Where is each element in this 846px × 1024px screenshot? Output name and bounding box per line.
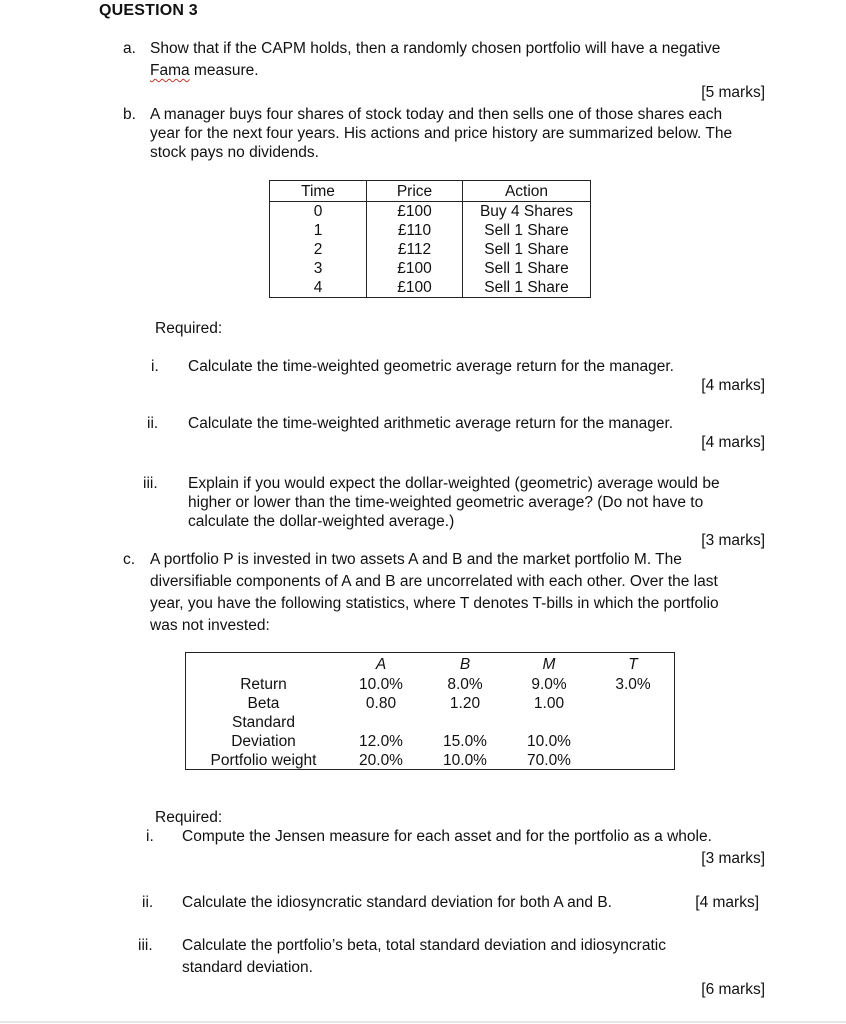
cell-action: Buy 4 Shares: [463, 202, 591, 222]
cell-weight-m: 70.0%: [527, 752, 571, 769]
part-b-line2: year for the next four years. His actions and price history are summarized below. The: [150, 125, 733, 142]
c-iii-line1: Calculate the portfolio’s beta, total standard deviation and idiosyncratic: [182, 937, 666, 954]
fama-word: Fama: [150, 62, 190, 79]
cell-action: Sell 1 Share: [463, 278, 591, 298]
b-i-num: i.: [151, 358, 159, 375]
part-a-line2-rest: measure.: [189, 62, 259, 79]
part-c-required: Required:: [155, 809, 223, 826]
c-i-text: Compute the Jensen measure for each asset and for the portfolio as a whole.: [182, 828, 712, 845]
c-i-marks: [3 marks]: [701, 850, 765, 867]
part-b-line1: A manager buys four shares of stock today and then sells one of those shares each: [150, 106, 723, 123]
b-ii-marks: [4 marks]: [701, 434, 765, 451]
part-c-line3: year, you have the following statistics, where T denotes T-bills in which the portfolio: [150, 595, 719, 612]
cell-time: 0: [270, 202, 367, 222]
col-header-b: B: [459, 656, 471, 673]
statistics-table: [185, 652, 675, 770]
cell-price: £112: [367, 240, 463, 259]
cell-beta-b: 1.20: [449, 695, 481, 712]
table-header-row: [270, 181, 591, 202]
cell-time: 4: [270, 278, 367, 298]
part-a-line1: Show that if the CAPM holds, then a randomly chosen portfolio will have a negative: [150, 40, 721, 57]
cell-std-a: 12.0%: [359, 733, 403, 750]
part-c-line1: A portfolio P is invested in two assets A and B and the market portfolio M. The: [150, 551, 682, 568]
cell-price: £100: [367, 202, 463, 222]
b-ii-text: Calculate the time-weighted arithmetic average return for the manager.: [188, 415, 674, 432]
b-i-marks: [4 marks]: [701, 377, 765, 394]
cell-time: 3: [270, 259, 367, 278]
cell-action: Sell 1 Share: [463, 240, 591, 259]
header-price: Price: [367, 181, 463, 202]
col-header-t: T: [628, 656, 638, 673]
part-c-line2: diversifiable components of A and B are uncorrelated with each other. Over the last: [150, 573, 718, 590]
part-b-line3: stock pays no dividends.: [150, 144, 319, 161]
part-c-line4: was not invested:: [150, 617, 270, 634]
b-iii-line3: calculate the dollar-weighted average.): [188, 513, 455, 530]
cell-action: Sell 1 Share: [463, 221, 591, 240]
c-iii-marks: [6 marks]: [701, 981, 765, 998]
cell-weight-a: 20.0%: [359, 752, 403, 769]
question-title: QUESTION 3: [99, 2, 198, 19]
part-a-line2: [150, 61, 259, 81]
b-ii-num: ii.: [147, 415, 159, 432]
header-action: Action: [463, 181, 591, 202]
col-header-m: M: [542, 656, 556, 673]
c-iii-line2: standard deviation.: [182, 959, 313, 976]
cell-action: Sell 1 Share: [463, 259, 591, 278]
table-row: [270, 240, 591, 259]
part-a-marks: [5 marks]: [701, 84, 765, 101]
part-c-label: c.: [123, 551, 136, 568]
cell-return-b: 8.0%: [447, 676, 483, 693]
b-iii-marks: [3 marks]: [701, 532, 765, 549]
cell-time: 1: [270, 221, 367, 240]
row-label-return: Return: [240, 676, 287, 693]
c-ii-marks: [4 marks]: [695, 894, 759, 911]
col-header-a: A: [375, 656, 387, 673]
b-iii-line1: Explain if you would expect the dollar-weighted (geometric) average would be: [188, 475, 720, 492]
header-time: Time: [270, 181, 367, 202]
cell-beta-m: 1.00: [533, 695, 565, 712]
c-ii-text: Calculate the idiosyncratic standard deviation for both A and B.: [182, 894, 612, 911]
cell-weight-b: 10.0%: [443, 752, 487, 769]
cell-return-a: 10.0%: [359, 676, 403, 693]
c-ii-num: ii.: [142, 894, 154, 911]
row-label-standard: Standard: [232, 714, 295, 731]
page-bottom-divider: [0, 1021, 846, 1023]
cell-time: 2: [270, 240, 367, 259]
row-label-deviation: Deviation: [231, 733, 296, 750]
price-history-table: [269, 180, 591, 298]
b-i-text: Calculate the time-weighted geometric average return for the manager.: [188, 358, 674, 375]
table-row: [270, 202, 591, 222]
c-i-num: i.: [146, 828, 154, 845]
table-row: [270, 278, 591, 298]
b-iii-line2: higher or lower than the time-weighted geometric average? (Do not have to: [188, 494, 704, 511]
part-b-label: b.: [123, 106, 136, 123]
cell-std-b: 15.0%: [443, 733, 487, 750]
cell-beta-a: 0.80: [365, 695, 397, 712]
table-row: [270, 221, 591, 240]
cell-price: £100: [367, 259, 463, 278]
cell-price: £110: [367, 221, 463, 240]
cell-return-m: 9.0%: [531, 676, 567, 693]
cell-return-t: 3.0%: [615, 676, 651, 693]
table-row: [270, 259, 591, 278]
b-iii-num: iii.: [143, 475, 158, 492]
part-a-label: a.: [123, 40, 136, 57]
cell-price: £100: [367, 278, 463, 298]
part-b-required: Required:: [155, 320, 223, 337]
cell-std-m: 10.0%: [527, 733, 571, 750]
row-label-weight: Portfolio weight: [210, 752, 317, 769]
c-iii-num: iii.: [138, 937, 153, 954]
row-label-beta: Beta: [247, 695, 280, 712]
